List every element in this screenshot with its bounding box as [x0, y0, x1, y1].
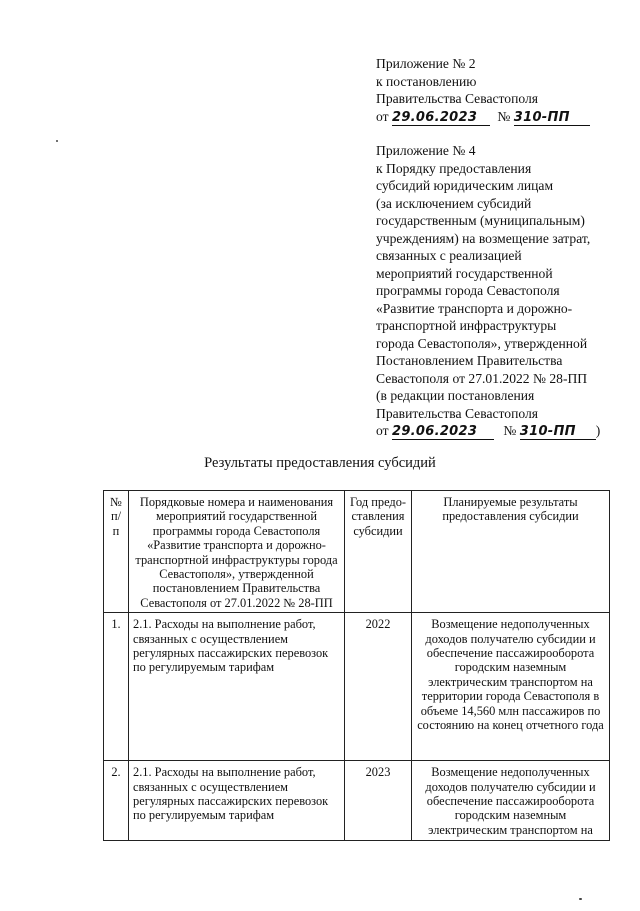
appendix-4-line: «Развитие транспорта и дорожно-	[376, 300, 573, 316]
appendix-2-date-line	[376, 108, 590, 126]
scan-speck	[56, 140, 58, 142]
appendix-4-line: (за исключением субсидий	[376, 195, 532, 211]
handwritten-date: 29.06.2023	[391, 109, 478, 125]
handwritten-number: 310-ПП	[519, 424, 576, 439]
appendix-2-ref: к постановлению	[376, 73, 477, 89]
results-table	[103, 490, 610, 841]
cell-name: 2.1. Расходы на выполнение работ, связанных с осуществлением регулярных пассажирских перевозок по регулируемым тарифам	[129, 761, 345, 841]
date-prefix: от	[376, 423, 389, 438]
page-title: Результаты предоставления субсидий	[204, 455, 436, 471]
number-prefix: №	[503, 423, 517, 438]
appendix-4-line: Севастополя от 27.01.2022 № 28-ПП	[376, 370, 588, 386]
number-prefix: №	[497, 108, 511, 124]
appendix-2-org: Правительства Севастополя	[376, 91, 539, 106]
appendix-4-header	[376, 142, 600, 440]
table-header-row	[104, 491, 610, 613]
appendix-4-line: субсидий юридическим лицам	[376, 178, 554, 193]
date-field	[392, 110, 490, 126]
appendix-4-line: государственным (муниципальным)	[376, 213, 585, 228]
appendix-4-line: программы города Севастополя	[376, 283, 560, 298]
date-field	[392, 424, 494, 440]
appendix-4-line: к Порядку предоставления	[376, 160, 532, 176]
appendix-4-line: учреждениям) на возмещение затрат,	[376, 230, 591, 246]
cell-result: Возмещение недополученных доходов получателю субсидии и обеспечение пассажирооборота городским наземным электрическим транспортом на территории города Севастополя в объеме 14,560 млн пассажиров по состоянию на конец отчетного года	[412, 613, 610, 761]
appendix-4-line: (в редакции постановления	[376, 388, 535, 403]
table-row	[104, 761, 610, 841]
closing-paren: )	[595, 423, 601, 438]
header-num: № п/п	[104, 491, 129, 613]
appendix-2-header	[376, 55, 590, 126]
cell-name: 2.1. Расходы на выполнение работ, связанных с осуществлением регулярных пассажирских перевозок по регулируемым тарифам	[129, 613, 345, 761]
appendix-4-line: города Севастополя», утвержденной	[376, 335, 588, 351]
appendix-4-line: Приложение № 4	[376, 143, 476, 158]
appendix-4-line: Постановлением Правительства	[376, 353, 563, 368]
cell-num: 1.	[104, 613, 129, 761]
cell-result: Возмещение недополученных доходов получателю субсидии и обеспечение пассажирооборота городским наземным электрическим транспортом на	[412, 761, 610, 841]
appendix-4-line: транспортной инфраструктуры	[376, 318, 557, 333]
appendix-2-title: Приложение № 2	[376, 56, 476, 71]
cell-year: 2023	[345, 761, 412, 841]
date-prefix: от	[376, 108, 389, 124]
header-name: Порядковые номера и наименования мероприятий государственной программы города Севастополя «Развитие транспорта и дорожно-транспортной инфраструктуры города Севастополя», утвержденной постановлением Правительства Севастополя от 27.01.2022 № 28-ПП	[129, 491, 345, 613]
scan-speck	[579, 898, 582, 900]
appendix-4-line: связанных с реализацией	[376, 248, 522, 263]
header-result: Планируемые результаты предоставления субсидии	[412, 491, 610, 613]
number-field	[514, 110, 590, 126]
header-year: Год предо-ставления субсидии	[345, 491, 412, 613]
handwritten-date: 29.06.2023	[391, 424, 478, 439]
appendix-4-date-line	[376, 422, 600, 440]
handwritten-number: 310-ПП	[513, 109, 570, 125]
appendix-4-line: мероприятий государственной	[376, 265, 553, 281]
cell-num: 2.	[104, 761, 129, 841]
table-row	[104, 613, 610, 761]
number-field	[520, 424, 596, 440]
cell-year: 2022	[345, 613, 412, 761]
appendix-4-line: Правительства Севастополя	[376, 405, 539, 421]
